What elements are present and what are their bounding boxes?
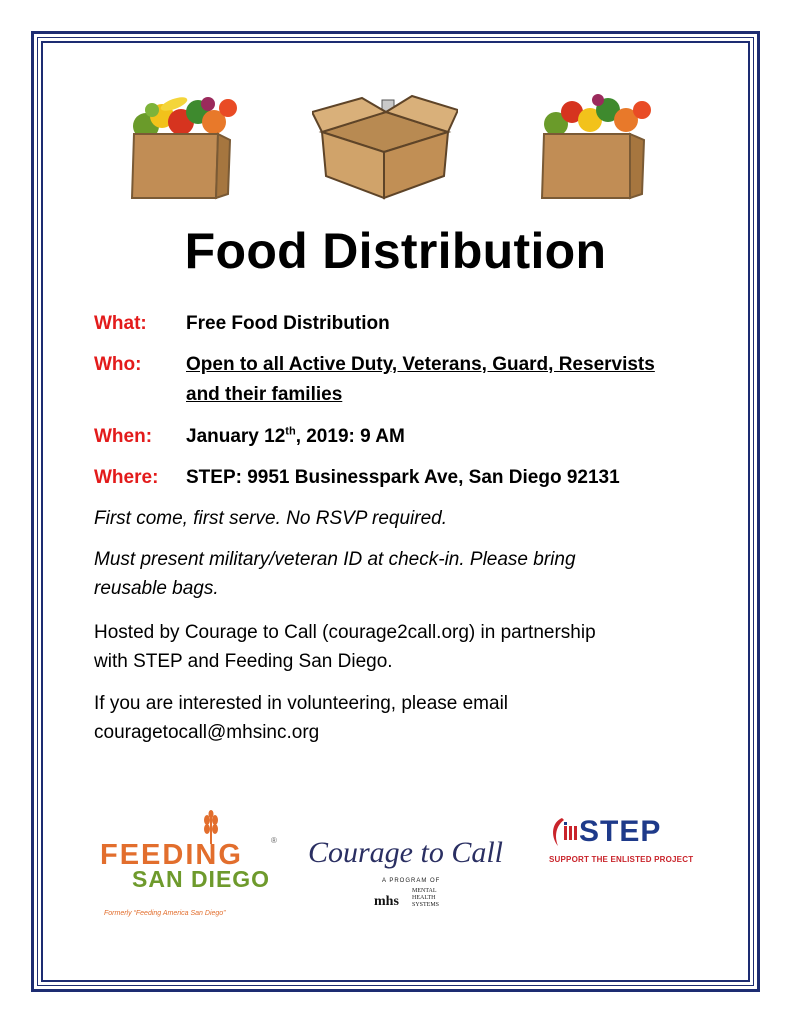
hosted-by-line1: Hosted by Courage to Call (courage2call.org) in partnership xyxy=(94,622,596,643)
when-rest: , 2019: 9 AM xyxy=(295,426,405,447)
mhs-logo-text xyxy=(412,888,439,909)
mhs-line1: MENTAL xyxy=(412,888,437,894)
mhs-logo-mark: mhs xyxy=(374,894,399,909)
volunteer-text xyxy=(94,689,694,747)
what-label: What: xyxy=(94,313,147,334)
id-note-line2: reusable bags. xyxy=(94,578,219,599)
who-label: Who: xyxy=(94,354,142,375)
where-value: STEP: 9951 Businesspark Ave, San Diego 92131 xyxy=(186,467,620,488)
when-label: When: xyxy=(94,426,153,447)
volunteer-line1: If you are interested in volunteering, please email xyxy=(94,693,509,714)
first-come-note: First come, first serve. No RSVP required. xyxy=(94,508,448,529)
hosted-by-line2: with STEP and Feeding San Diego. xyxy=(94,651,393,672)
hosted-by-text xyxy=(94,618,694,676)
mhs-line2: HEALTH xyxy=(412,895,436,901)
when-value xyxy=(186,426,405,448)
who-value-line2: and their families xyxy=(186,384,343,405)
flag-swoosh-icon xyxy=(548,816,578,848)
grocery-bag-left-icon xyxy=(126,94,240,200)
step-logo-tagline: SUPPORT THE ENLISTED PROJECT xyxy=(549,855,694,864)
when-day: January 12 xyxy=(186,426,286,447)
courage-to-call-logo: Courage to Call xyxy=(308,836,504,869)
step-logo-word: STEP xyxy=(579,815,662,848)
program-of-label: A PROGRAM OF xyxy=(382,878,441,884)
feeding-logo-subtitle: Formerly “Feeding America San Diego” xyxy=(104,910,226,917)
open-box-icon xyxy=(312,90,458,200)
feeding-logo-word: FEEDING xyxy=(100,839,243,871)
who-value-line1: Open to all Active Duty, Veterans, Guard, Reservists xyxy=(186,354,655,375)
when-ordinal-suffix: th xyxy=(285,425,296,438)
volunteer-email: couragetocall@mhsinc.org xyxy=(94,722,320,743)
grocery-bag-right-icon xyxy=(538,94,654,200)
what-value: Free Food Distribution xyxy=(186,313,390,334)
registered-mark: ® xyxy=(271,836,277,845)
san-diego-logo-word: SAN DIEGO xyxy=(132,866,271,892)
page-title: Food Distribution xyxy=(184,223,607,279)
id-note xyxy=(94,545,694,603)
id-note-line1: Must present military/veteran ID at check-in. Please bring xyxy=(94,549,576,570)
mhs-line3: SYSTEMS xyxy=(412,902,440,908)
where-label: Where: xyxy=(94,467,159,488)
